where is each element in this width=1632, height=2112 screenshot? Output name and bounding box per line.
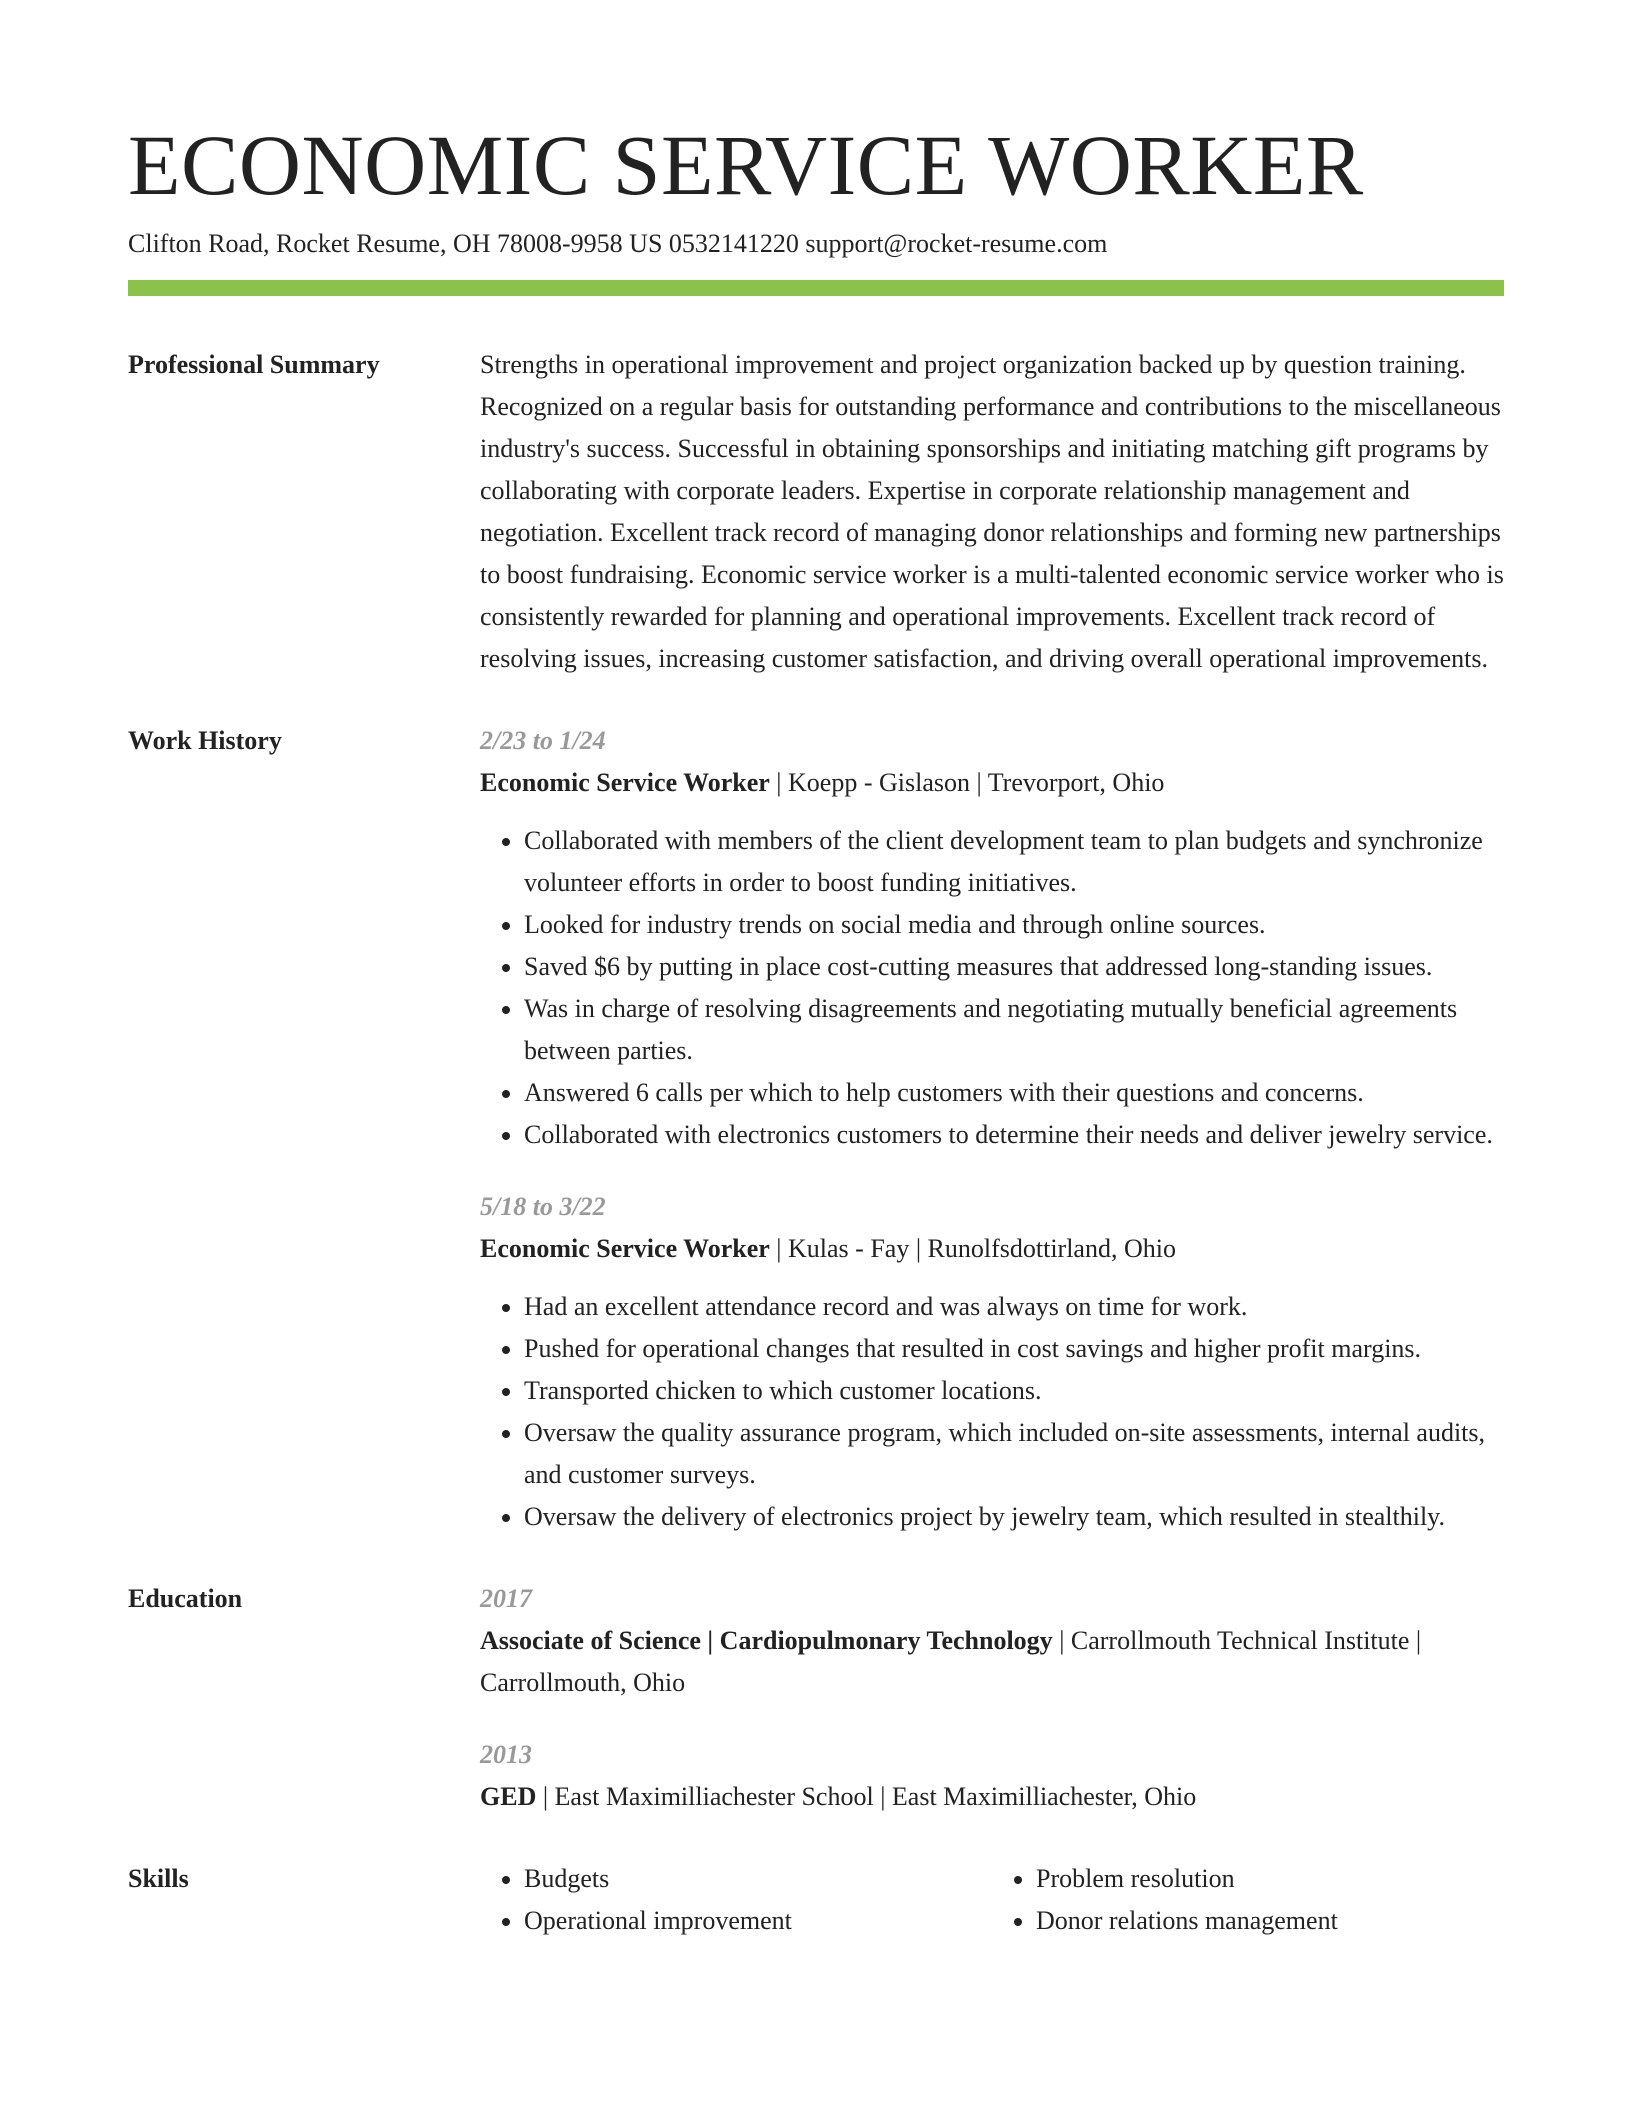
skill-item: • Operational improvement	[524, 1900, 992, 1942]
job-dates: 2/23 to 1/24	[480, 726, 606, 756]
education-degree: GED	[480, 1782, 537, 1812]
education-heading: Education	[128, 1584, 243, 1614]
skill-item: • Budgets	[524, 1858, 992, 1900]
education-entry	[480, 1578, 1504, 1704]
job-bullet: • Answered 6 calls per which to help customers with their questions and concerns.	[524, 1072, 1504, 1114]
job-details: | Koepp - Gislason | Trevorport, Ohio	[769, 768, 1165, 798]
job-entry	[480, 1186, 1504, 1538]
job-bullet: • Transported chicken to which customer locations.	[524, 1370, 1504, 1412]
education-degree: Associate of Science | Cardiopulmonary Technology	[480, 1626, 1053, 1656]
job-bullet: • Oversaw the quality assurance program, which included on-site assessments, internal audits, and customer surveys.	[524, 1412, 1504, 1496]
education-entry	[480, 1734, 1504, 1818]
job-bullets	[480, 820, 1504, 1156]
job-bullet: • Looked for industry trends on social media and through online sources.	[524, 904, 1504, 946]
work-history-heading: Work History	[128, 726, 282, 756]
job-title-line	[480, 1228, 1504, 1270]
job-bullet: • Pushed for operational changes that resulted in cost savings and higher profit margins.	[524, 1328, 1504, 1370]
job-bullet: • Collaborated with electronics customers to determine their needs and deliver jewelry service.	[524, 1114, 1504, 1156]
job-bullet: • Saved $6 by putting in place cost-cutting measures that addressed long-standing issues.	[524, 946, 1504, 988]
education-year: 2017	[480, 1584, 532, 1614]
job-entry	[480, 720, 1504, 1156]
education-section	[128, 1578, 1504, 1818]
job-bullet: • Collaborated with members of the client development team to plan budgets and synchronize volunteer efforts in order to boost funding initiatives.	[524, 820, 1504, 904]
job-title-line	[480, 762, 1504, 804]
education-details: | East Maximilliachester School | East Maximilliachester, Ohio	[536, 1782, 1197, 1812]
summary-heading: Professional Summary	[128, 350, 380, 380]
candidate-name: ECONOMIC SERVICE WORKER	[128, 117, 1364, 213]
skill-item: • Donor relations management	[1036, 1900, 1504, 1942]
job-bullet: • Had an excellent attendance record and was always on time for work.	[524, 1286, 1504, 1328]
contact-line	[128, 227, 1504, 261]
education-year: 2013	[480, 1740, 532, 1770]
skills-list-left	[480, 1858, 992, 1942]
job-bullet: • Oversaw the delivery of electronics project by jewelry team, which resulted in stealthily.	[524, 1496, 1504, 1538]
contact-phone: 0532141220	[668, 228, 799, 258]
skill-item: • Problem resolution	[1036, 1858, 1504, 1900]
job-dates: 5/18 to 3/22	[480, 1192, 606, 1222]
header-divider	[128, 280, 1504, 296]
contact-email: support@rocket-resume.com	[805, 228, 1108, 258]
job-title: Economic Service Worker	[480, 768, 770, 798]
job-details: | Kulas - Fay | Runolfsdottirland, Ohio	[769, 1234, 1176, 1264]
work-history-section	[128, 720, 1504, 1538]
skills-section	[128, 1858, 1504, 1942]
resume-page	[128, 118, 1504, 1942]
education-line	[480, 1776, 1504, 1818]
summary-section	[128, 344, 1504, 680]
contact-address: Clifton Road, Rocket Resume, OH 78008-9958 US	[128, 228, 663, 258]
skills-list-right	[992, 1858, 1504, 1942]
education-details: | Carrollmouth Technical Institute | Carrollmouth, Ohio	[480, 1626, 1422, 1698]
education-line	[480, 1620, 1504, 1704]
job-bullet: • Was in charge of resolving disagreements and negotiating mutually beneficial agreements between parties.	[524, 988, 1504, 1072]
job-bullets	[480, 1286, 1504, 1538]
job-title: Economic Service Worker	[480, 1234, 770, 1264]
skills-heading: Skills	[128, 1864, 189, 1894]
summary-text: Strengths in operational improvement and project organization backed up by question training. Recognized on a regular basis for outstanding performance and contributions to the miscellaneous industry's success. Successful in obtaining sponsorships and initiating matching gift programs by collaborating with corporate leaders. Expertise in corporate relationship management and negotiation. Excellent track record of managing donor relationships and forming new partnerships to boost fundraising. Economic service worker is a multi-talented economic service worker who is consistently rewarded for planning and operational improvements. Excellent track record of resolving issues, increasing customer satisfaction, and driving overall operational improvements.	[480, 350, 1504, 674]
